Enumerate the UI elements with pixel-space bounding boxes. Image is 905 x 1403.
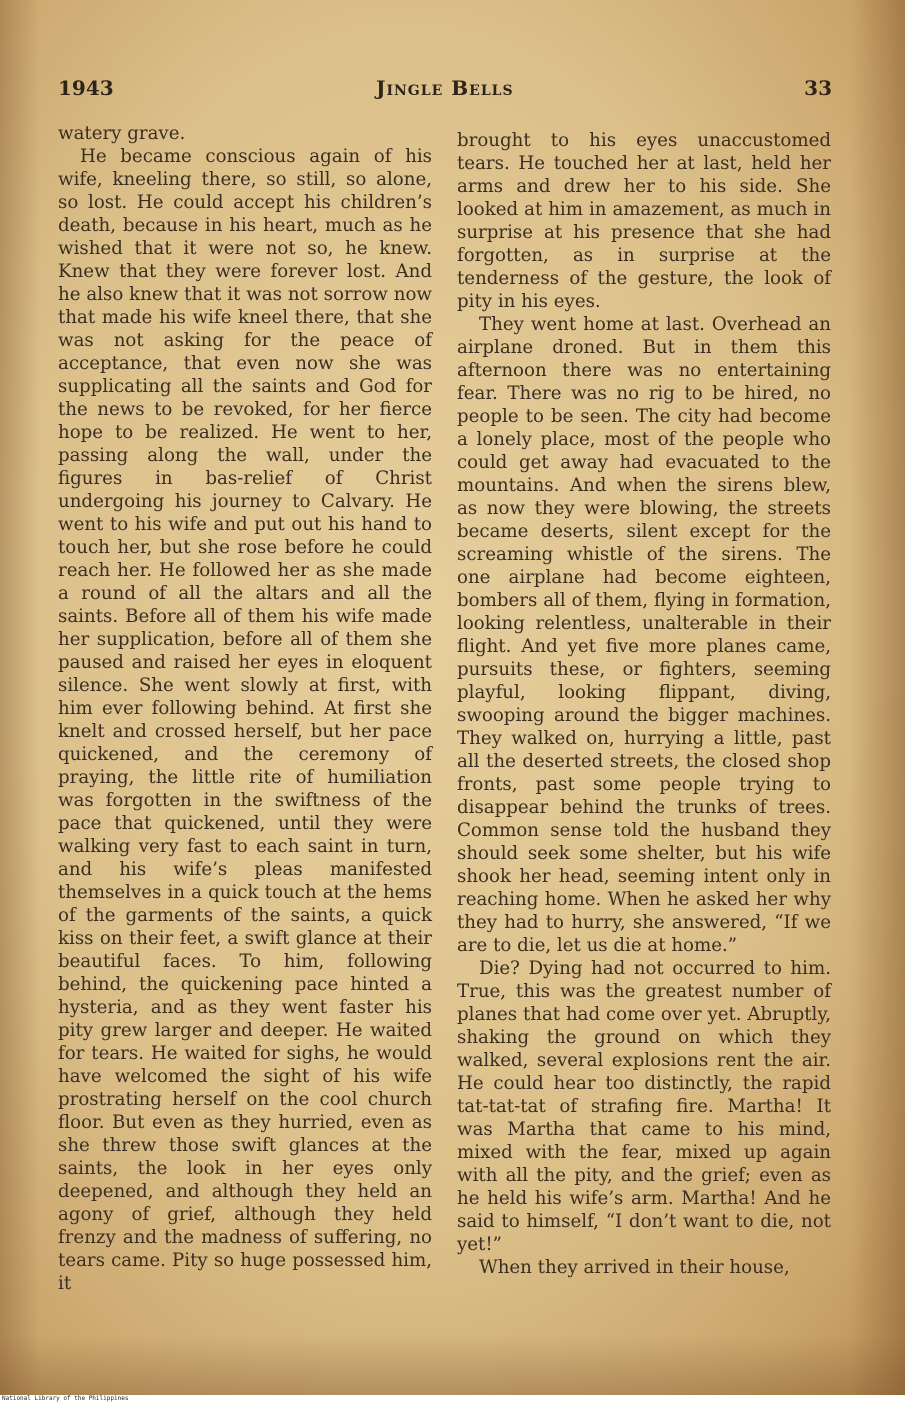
library-credit: National Library of the Philippines — [0, 1395, 905, 1403]
paragraph: When they arrived in their house, — [479, 1257, 790, 1278]
page-edge-shadow-left — [0, 0, 40, 1395]
paragraph: brought to his eyes unaccustomed tears. He touched her at last, held her arms and drew her to his side. She looked at him in amazement, as much in surprise at his presence that she had forgotten, as in surprise at the tenderness of the gesture, the look of pity in his eyes. — [457, 130, 831, 312]
paragraph: They went home at last. Overhead an airplane droned. But in them this afternoon there was no entertaining fear. There was no rig to be hired, no people to be seen. The city had become a lonely place, most of the people who could get away had evacuated to the mountains. And when the sirens blew, as now they were blowing, the streets became deserts, silent except for the screaming whistle of the sirens. The one airplane had become eighteen, bombers all of them, flying in formation, looking relentless, unalterable in their flight. And yet five more planes came, pursuits these, or fighters, seeming playful, looking flippant, diving, swooping around the bigger machines. They walked on, hurrying a little, past all the deserted streets, the closed shop fronts, past some people trying to disappear behind the trunks of trees. Common sense told the husband they should seek some shelter, but his wife shook her head, seeming intent only in reaching home. When he asked her why they had to hurry, she answered, “If we are to die, let us die at home.” — [457, 314, 831, 956]
paragraph: Die? Dying had not occurred to him. True, this was the greatest number of planes that had come over yet. Abruptly, shaking the ground on which they walked, several explosions rent the air. He could hear too distinctly, the rapid tat-tat-tat of strafing fire. Martha! It was Martha that came to his mind, mixed with the fear, mixed up again with all the pity, and the grief; even as he held his wife’s arm. Martha! And he said to himself, “I don’t want to die, not yet!” — [457, 958, 831, 1255]
header-year: 1943 — [58, 76, 114, 100]
paragraph: He became conscious again of his wife, kneeling there, so still, so alone, so lost. He could accept his children’s death, because in his heart, much as he wished that it were not so, he knew. Knew that they were forever lost. And he also knew that it was not sorrow now that made his wife kneel there, that she was not asking for the peace of acceptance, that even now she was supplicating all the saints and God for the news to be revoked, for her fierce hope to be realized. He went to her, passing along the wall, under the figures in bas-relief of Christ undergoing his journey to Calvary. He went to his wife and put out his hand to touch her, but she rose before he could reach her. He followed her as she made a round of all the altars and all the saints. Before all of them his wife made her supplication, before all of them she paused and raised her eyes in eloquent silence. She went slowly at first, with him ever following behind. At first she knelt and crossed herself, but her pace quickened, and the ceremony of praying, the little rite of humiliation was forgotten in the swiftness of the pace that quickened, until they were walking very fast to each saint in turn, and his wife’s pleas manifested themselves in a quick touch at the hems of the garments of the saints, a quick kiss on their feet, a swift glance at their beautiful faces. To him, following behind, the quickening pace hinted a hysteria, and as they went faster his pity grew larger and deeper. He waited for tears. He waited for sighs, he would have welcomed the sight of his wife prostrating herself on the cool church floor. But even as they hurried, even as she threw those swift glances at the saints, the look in her eyes only deepened, and although they held an agony of grief, although they held frenzy and the madness of suffering, no tears came. Pity so huge possessed him, it — [58, 146, 432, 1294]
page-edge-shadow-right — [850, 0, 905, 1395]
text-column-left — [58, 122, 432, 1295]
page-edge-shadow-bottom — [0, 1335, 905, 1395]
page-number: 33 — [804, 76, 832, 100]
text-column-right — [457, 129, 831, 1279]
header-title: Jingle Bells — [376, 76, 514, 100]
paragraph: watery grave. — [58, 123, 186, 144]
running-header — [58, 76, 832, 106]
